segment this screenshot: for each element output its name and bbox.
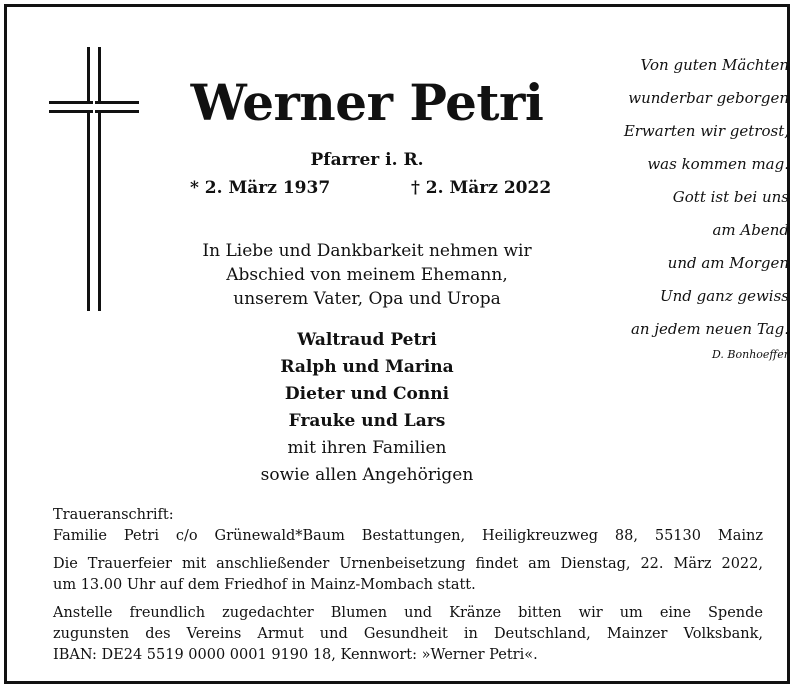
with-families: mit ihren Familien — [287, 438, 447, 458]
poem-line: am Abend — [712, 221, 789, 239]
deceased-title: Pfarrer i. R. — [310, 150, 424, 170]
mourner-name: Waltraud Petri — [297, 330, 437, 350]
death-date: † 2. März 2022 — [411, 178, 552, 198]
poem-line: was kommen mag. — [647, 155, 789, 173]
poem-line: Erwarten wir getrost, — [623, 122, 789, 140]
poem-line: Und ganz gewiss — [659, 287, 789, 305]
donation-line: IBAN: DE24 5519 0000 0001 9190 18, Kennwort: »Werner Petri«. — [53, 647, 538, 663]
ceremony-line: Die Trauerfeier mit anschließender Urnenbeisetzung findet am Dienstag, 22. März 2022, — [53, 556, 763, 572]
poem-line: und am Morgen — [667, 254, 789, 272]
birth-date: * 2. März 1937 — [190, 178, 331, 198]
poem-author: D. Bonhoeffer — [712, 348, 789, 361]
message-line: unserem Vater, Opa und Uropa — [233, 289, 501, 309]
poem — [567, 49, 789, 346]
mourner-name: Dieter und Conni — [284, 384, 450, 404]
obituary-frame — [4, 4, 790, 684]
address-label: Traueranschrift: — [53, 507, 174, 523]
poem-line: wunderbar geborgen — [628, 89, 789, 107]
mourner-name: Frauke und Lars — [288, 411, 446, 431]
mourner-name: Ralph und Marina — [280, 357, 454, 377]
donation-line: Anstelle freundlich zugedachter Blumen und Kränze bitten wir um eine Spende — [53, 605, 763, 621]
poem-line: Von guten Mächten — [640, 56, 789, 74]
poem-line: an jedem neuen Tag. — [630, 320, 789, 338]
deceased-name: Werner Petri — [190, 73, 544, 132]
message-line: Abschied von meinem Ehemann, — [226, 265, 508, 285]
farewell-message — [157, 239, 577, 311]
message-line: In Liebe und Dankbarkeit nehmen wir — [202, 241, 532, 261]
poem-line: Gott ist bei uns — [672, 188, 789, 206]
footer-info — [53, 505, 763, 666]
mourners-list — [157, 327, 577, 489]
relatives: sowie allen Angehörigen — [260, 465, 474, 485]
address: Familie Petri c/o Grünewald*Baum Bestattungen, Heiligkreuzweg 88, 55130 Mainz — [53, 528, 763, 544]
ceremony-line: um 13.00 Uhr auf dem Friedhof in Mainz-Mombach statt. — [53, 577, 476, 593]
cross-icon — [87, 47, 101, 311]
donation-line: zugunsten des Vereins Armut und Gesundheit in Deutschland, Mainzer Volksbank, — [53, 626, 763, 642]
